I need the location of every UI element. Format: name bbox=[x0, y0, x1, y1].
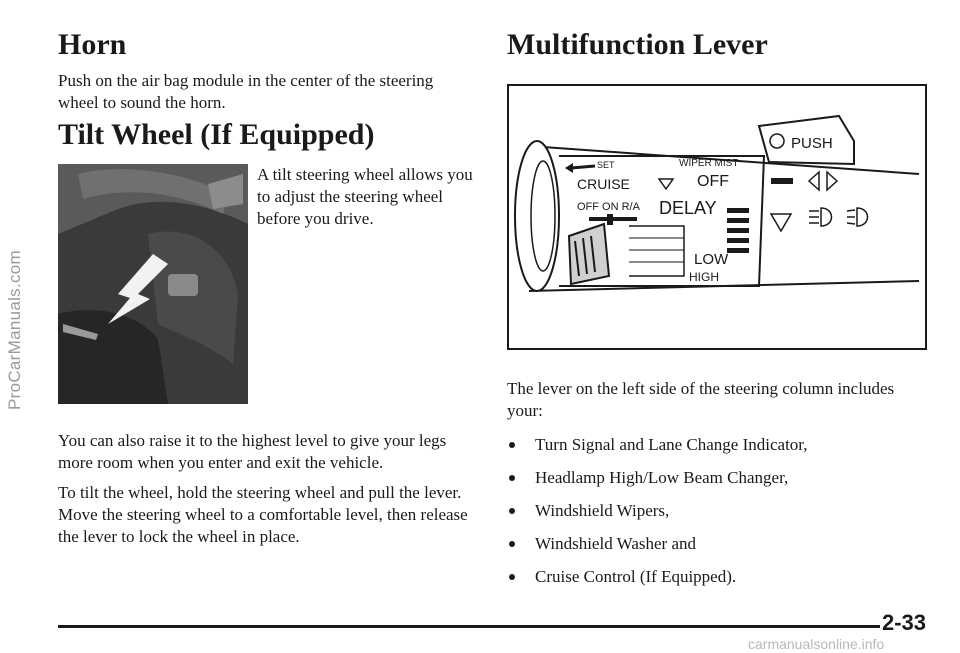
wiper-delay-label: DELAY bbox=[659, 198, 717, 218]
wiper-off-label: OFF bbox=[697, 173, 729, 190]
horn-text: Push on the air bag module in the center of the steering wheel to sound the horn. bbox=[58, 71, 434, 112]
cruise-label: CRUISE bbox=[577, 176, 630, 192]
footer-site-watermark: carmanualsonline.info bbox=[748, 636, 885, 652]
tilt-wheel-photo bbox=[58, 164, 248, 404]
lever-features-list bbox=[507, 428, 808, 593]
list-item: Cruise Control (If Equipped). bbox=[507, 560, 808, 593]
list-item: Windshield Washer and bbox=[507, 527, 808, 560]
watermark-text: ProCarManuals.com bbox=[5, 249, 25, 411]
low-beam-label: LOW bbox=[694, 251, 729, 268]
list-item: Headlamp High/Low Beam Changer, bbox=[507, 461, 808, 494]
high-beam-label: HIGH bbox=[689, 270, 719, 284]
list-item: Windshield Wipers, bbox=[507, 494, 808, 527]
lever-intro-text: The lever on the left side of the steering column includes your: bbox=[507, 379, 895, 420]
tilt-wheel-heading: Tilt Wheel (If Equipped) bbox=[58, 118, 375, 151]
footer-rule bbox=[58, 625, 880, 628]
bullet-icon bbox=[509, 508, 515, 514]
push-label: PUSH bbox=[791, 135, 833, 152]
vertical-watermark bbox=[2, 120, 28, 540]
wiper-mist-label: WIPER MIST bbox=[679, 158, 739, 169]
tilt-wheel-side-text: A tilt steering wheel allows you to adjust the steering wheel before you drive. bbox=[257, 165, 473, 228]
bullet-icon bbox=[509, 442, 515, 448]
turn-signal-icon bbox=[809, 172, 837, 190]
high-beam-icon bbox=[821, 208, 832, 226]
list-item: Turn Signal and Lane Change Indicator, bbox=[507, 428, 808, 461]
page-number: 2-33 bbox=[882, 610, 927, 635]
wiper-icon bbox=[659, 179, 673, 189]
horn-heading: Horn bbox=[58, 28, 127, 61]
tilt-wheel-paragraph-2: To tilt the wheel, hold the steering wheel and pull the lever. Move the steering wheel to a comfortable level, then release the lever to lock the wheel in place. bbox=[58, 483, 468, 546]
set-label: SET bbox=[597, 160, 615, 170]
bullet-icon bbox=[509, 475, 515, 481]
cruise-switch-label: OFF ON R/A bbox=[577, 201, 640, 213]
tilt-wheel-paragraph-1: You can also raise it to the highest level to give your legs more room when you enter and exit the vehicle. bbox=[58, 431, 447, 472]
bullet-icon bbox=[509, 574, 515, 580]
wiper-symbol-icon bbox=[771, 214, 791, 231]
low-beam-icon bbox=[857, 208, 868, 226]
multifunction-lever-illustration bbox=[507, 84, 927, 350]
bullet-icon bbox=[509, 541, 515, 547]
multifunction-lever-heading: Multifunction Lever bbox=[507, 28, 768, 61]
